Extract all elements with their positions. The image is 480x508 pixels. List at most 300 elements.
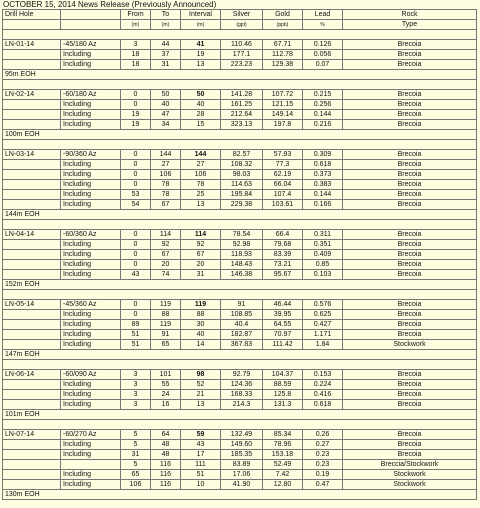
cell-lead: 0.23 xyxy=(303,460,343,470)
cell-azimuth: Including xyxy=(61,340,121,350)
cell-interval: 59 xyxy=(181,430,221,440)
spacer-cell xyxy=(3,220,477,230)
cell-rock-type: Brecoia xyxy=(343,400,477,410)
cell-lead: 0.07 xyxy=(303,60,343,70)
cell-drill-hole xyxy=(3,170,61,180)
cell-azimuth: Including xyxy=(61,110,121,120)
cell-to: 44 xyxy=(151,40,181,50)
cell-interval: 40 xyxy=(181,100,221,110)
cell-silver: 182.87 xyxy=(221,330,263,340)
spacer-cell xyxy=(3,290,477,300)
cell-rock-type: Brecoia xyxy=(343,150,477,160)
cell-silver: 40.4 xyxy=(221,320,263,330)
cell-lead: 0.309 xyxy=(303,150,343,160)
spacer-row xyxy=(3,220,477,230)
cell-interval: 13 xyxy=(181,60,221,70)
table-row xyxy=(3,40,477,50)
end-of-hole-label: 101m EOH xyxy=(3,410,477,420)
cell-rock-type: Breccia/Stockwork xyxy=(343,460,477,470)
cell-drill-hole xyxy=(3,440,61,450)
table-row xyxy=(3,250,477,260)
cell-lead: 0.373 xyxy=(303,170,343,180)
cell-gold: 104.37 xyxy=(263,370,303,380)
cell-rock-type: Brecoia xyxy=(343,270,477,280)
cell-to: 106 xyxy=(151,170,181,180)
cell-interval: 17 xyxy=(181,450,221,460)
cell-drill-hole xyxy=(3,380,61,390)
cell-drill-hole xyxy=(3,470,61,480)
table-row xyxy=(3,230,477,240)
cell-drill-hole: LN-06-14 xyxy=(3,370,61,380)
cell-drill-hole: LN-01-14 xyxy=(3,40,61,50)
cell-drill-hole xyxy=(3,60,61,70)
cell-rock-type: Brecoia xyxy=(343,120,477,130)
header-to: To xyxy=(151,10,181,20)
cell-from: 5 xyxy=(121,460,151,470)
header-drill-hole: Drill Hole xyxy=(3,10,61,20)
cell-azimuth: Including xyxy=(61,380,121,390)
cell-silver: 146.38 xyxy=(221,270,263,280)
cell-silver: 367.83 xyxy=(221,340,263,350)
header-azimuth xyxy=(61,10,121,20)
cell-azimuth: -60/360 Az xyxy=(61,230,121,240)
cell-from: 5 xyxy=(121,440,151,450)
cell-to: 48 xyxy=(151,440,181,450)
cell-lead: 0.576 xyxy=(303,300,343,310)
table-row xyxy=(3,400,477,410)
cell-lead: 0.224 xyxy=(303,380,343,390)
cell-gold: 83.39 xyxy=(263,250,303,260)
cell-azimuth: -60/270 Az xyxy=(61,430,121,440)
cell-rock-type: Brecoia xyxy=(343,430,477,440)
spacer-row xyxy=(3,420,477,430)
table-row xyxy=(3,260,477,270)
table-row xyxy=(3,430,477,440)
cell-silver: 108.85 xyxy=(221,310,263,320)
cell-gold: 121.15 xyxy=(263,100,303,110)
end-of-hole-label: 95m EOH xyxy=(3,70,477,80)
table-row xyxy=(3,100,477,110)
cell-silver: 83.89 xyxy=(221,460,263,470)
cell-gold: 52.49 xyxy=(263,460,303,470)
cell-lead: 0.216 xyxy=(303,120,343,130)
cell-from: 5 xyxy=(121,430,151,440)
cell-rock-type: Brecoia xyxy=(343,160,477,170)
cell-rock-type: Brecoia xyxy=(343,230,477,240)
cell-lead: 0.416 xyxy=(303,390,343,400)
cell-interval: 106 xyxy=(181,170,221,180)
cell-to: 67 xyxy=(151,200,181,210)
cell-to: 91 xyxy=(151,330,181,340)
cell-from: 0 xyxy=(121,160,151,170)
cell-gold: 12.80 xyxy=(263,480,303,490)
cell-silver: 92.79 xyxy=(221,370,263,380)
cell-azimuth: Including xyxy=(61,310,121,320)
cell-interval: 92 xyxy=(181,240,221,250)
cell-to: 40 xyxy=(151,100,181,110)
cell-rock-type: Brecoia xyxy=(343,320,477,330)
cell-rock-type: Brecoia xyxy=(343,370,477,380)
cell-azimuth: Including xyxy=(61,120,121,130)
eoh-row xyxy=(3,350,477,360)
cell-to: 88 xyxy=(151,310,181,320)
cell-silver: 91 xyxy=(221,300,263,310)
cell-lead: 0.625 xyxy=(303,310,343,320)
header-unit-gold: (ppb) xyxy=(263,20,303,30)
cell-interval: 114 xyxy=(181,230,221,240)
cell-gold: 39.95 xyxy=(263,310,303,320)
cell-lead: 0.383 xyxy=(303,180,343,190)
cell-gold: 62.19 xyxy=(263,170,303,180)
table-row xyxy=(3,150,477,160)
cell-azimuth: -90/360 Az xyxy=(61,150,121,160)
cell-rock-type: Brecoia xyxy=(343,240,477,250)
cell-drill-hole: LN-03-14 xyxy=(3,150,61,160)
cell-gold: 7.42 xyxy=(263,470,303,480)
cell-interval: 21 xyxy=(181,390,221,400)
cell-from: 31 xyxy=(121,450,151,460)
table-row xyxy=(3,340,477,350)
cell-azimuth: Including xyxy=(61,200,121,210)
cell-interval: 41 xyxy=(181,40,221,50)
cell-interval: 52 xyxy=(181,380,221,390)
cell-azimuth: Including xyxy=(61,390,121,400)
cell-interval: 51 xyxy=(181,470,221,480)
cell-from: 89 xyxy=(121,320,151,330)
cell-to: 34 xyxy=(151,120,181,130)
table-row xyxy=(3,200,477,210)
eoh-row xyxy=(3,280,477,290)
cell-drill-hole xyxy=(3,460,61,470)
cell-interval: 14 xyxy=(181,340,221,350)
table-row xyxy=(3,450,477,460)
table-row xyxy=(3,460,477,470)
end-of-hole-label: 152m EOH xyxy=(3,280,477,290)
cell-drill-hole xyxy=(3,200,61,210)
cell-interval: 25 xyxy=(181,190,221,200)
cell-azimuth xyxy=(61,460,121,470)
cell-drill-hole xyxy=(3,110,61,120)
cell-drill-hole xyxy=(3,340,61,350)
cell-interval: 20 xyxy=(181,260,221,270)
table-row xyxy=(3,390,477,400)
table-row xyxy=(3,330,477,340)
cell-lead: 0.215 xyxy=(303,90,343,100)
cell-rock-type: Brecoia xyxy=(343,380,477,390)
cell-azimuth: Including xyxy=(61,330,121,340)
eoh-row xyxy=(3,70,477,80)
cell-to: 67 xyxy=(151,250,181,260)
cell-interval: 19 xyxy=(181,50,221,60)
cell-from: 18 xyxy=(121,50,151,60)
cell-gold: 77.3 xyxy=(263,160,303,170)
cell-to: 20 xyxy=(151,260,181,270)
cell-lead: 0.26 xyxy=(303,430,343,440)
table-row xyxy=(3,60,477,70)
eoh-row xyxy=(3,210,477,220)
cell-gold: 131.3 xyxy=(263,400,303,410)
cell-silver: 148.43 xyxy=(221,260,263,270)
cell-azimuth: Including xyxy=(61,100,121,110)
end-of-hole-label: 100m EOH xyxy=(3,130,477,140)
cell-lead: 0.144 xyxy=(303,190,343,200)
cell-drill-hole xyxy=(3,100,61,110)
cell-interval: 98 xyxy=(181,370,221,380)
cell-rock-type: Brecoia xyxy=(343,440,477,450)
cell-from: 53 xyxy=(121,190,151,200)
cell-interval: 15 xyxy=(181,120,221,130)
cell-drill-hole: LN-05-14 xyxy=(3,300,61,310)
cell-rock-type: Brecoia xyxy=(343,40,477,50)
header-unit-blank xyxy=(61,20,121,30)
cell-rock-type: Brecoia xyxy=(343,170,477,180)
cell-to: 78 xyxy=(151,180,181,190)
eoh-row xyxy=(3,410,477,420)
cell-to: 74 xyxy=(151,270,181,280)
cell-silver: 124.36 xyxy=(221,380,263,390)
cell-rock-type: Brecoia xyxy=(343,200,477,210)
cell-lead: 0.103 xyxy=(303,270,343,280)
cell-to: 65 xyxy=(151,340,181,350)
spacer-row xyxy=(3,80,477,90)
cell-drill-hole xyxy=(3,320,61,330)
cell-silver: 161.25 xyxy=(221,100,263,110)
table-row xyxy=(3,480,477,490)
cell-drill-hole xyxy=(3,400,61,410)
cell-azimuth: Including xyxy=(61,440,121,450)
cell-interval: 10 xyxy=(181,480,221,490)
cell-gold: 95.67 xyxy=(263,270,303,280)
header-unit-lead: % xyxy=(303,20,343,30)
cell-from: 0 xyxy=(121,90,151,100)
cell-lead: 0.311 xyxy=(303,230,343,240)
header-silver: Silver xyxy=(221,10,263,20)
cell-azimuth: Including xyxy=(61,190,121,200)
page-title: OCTOBER 15, 2014 News Release (Previously Announced) xyxy=(0,0,480,9)
cell-lead: 0.351 xyxy=(303,240,343,250)
cell-from: 0 xyxy=(121,240,151,250)
cell-from: 0 xyxy=(121,170,151,180)
cell-interval: 78 xyxy=(181,180,221,190)
cell-interval: 31 xyxy=(181,270,221,280)
cell-from: 3 xyxy=(121,40,151,50)
cell-to: 116 xyxy=(151,470,181,480)
cell-silver: 41.90 xyxy=(221,480,263,490)
cell-azimuth: Including xyxy=(61,320,121,330)
cell-rock-type: Brecoia xyxy=(343,310,477,320)
cell-rock-type: Brecoia xyxy=(343,190,477,200)
cell-lead: 0.256 xyxy=(303,100,343,110)
spacer-cell xyxy=(3,30,477,40)
header-unit-from: (m) xyxy=(121,20,151,30)
cell-drill-hole xyxy=(3,250,61,260)
cell-from: 0 xyxy=(121,300,151,310)
cell-lead: 0.166 xyxy=(303,200,343,210)
cell-lead: 0.409 xyxy=(303,250,343,260)
cell-gold: 66.04 xyxy=(263,180,303,190)
header-unit-silver: (gpt) xyxy=(221,20,263,30)
cell-to: 119 xyxy=(151,320,181,330)
cell-drill-hole xyxy=(3,190,61,200)
table-row xyxy=(3,320,477,330)
cell-lead: 0.144 xyxy=(303,110,343,120)
cell-from: 0 xyxy=(121,180,151,190)
cell-rock-type: Brecoia xyxy=(343,390,477,400)
cell-interval: 43 xyxy=(181,440,221,450)
header-row xyxy=(3,10,477,20)
cell-to: 114 xyxy=(151,230,181,240)
header-rock-type: Type xyxy=(343,20,477,30)
cell-silver: 92.98 xyxy=(221,240,263,250)
cell-gold: 67.71 xyxy=(263,40,303,50)
cell-silver: 214.3 xyxy=(221,400,263,410)
cell-drill-hole xyxy=(3,180,61,190)
cell-from: 43 xyxy=(121,270,151,280)
table-row xyxy=(3,90,477,100)
header-unit-row xyxy=(3,20,477,30)
table-row xyxy=(3,300,477,310)
cell-gold: 129.38 xyxy=(263,60,303,70)
cell-to: 78 xyxy=(151,190,181,200)
spacer-row xyxy=(3,290,477,300)
cell-gold: 70.97 xyxy=(263,330,303,340)
cell-azimuth: Including xyxy=(61,240,121,250)
cell-azimuth: Including xyxy=(61,400,121,410)
header-unit-to: (m) xyxy=(151,20,181,30)
cell-gold: 78.96 xyxy=(263,440,303,450)
cell-silver: 223.23 xyxy=(221,60,263,70)
drill-results-table xyxy=(2,9,477,500)
cell-to: 92 xyxy=(151,240,181,250)
cell-azimuth: Including xyxy=(61,450,121,460)
cell-rock-type: Stockwork xyxy=(343,340,477,350)
cell-lead: 0.23 xyxy=(303,450,343,460)
table-row xyxy=(3,380,477,390)
cell-silver: 118.93 xyxy=(221,250,263,260)
cell-gold: 57.93 xyxy=(263,150,303,160)
cell-gold: 85.34 xyxy=(263,430,303,440)
header-unit-blank xyxy=(3,20,61,30)
spacer-row xyxy=(3,30,477,40)
cell-from: 106 xyxy=(121,480,151,490)
table-row xyxy=(3,470,477,480)
cell-azimuth: Including xyxy=(61,250,121,260)
cell-to: 119 xyxy=(151,300,181,310)
table-row xyxy=(3,240,477,250)
end-of-hole-label: 144m EOH xyxy=(3,210,477,220)
cell-silver: 132.49 xyxy=(221,430,263,440)
cell-interval: 88 xyxy=(181,310,221,320)
spacer-row xyxy=(3,360,477,370)
cell-to: 37 xyxy=(151,50,181,60)
cell-silver: 195.84 xyxy=(221,190,263,200)
cell-to: 64 xyxy=(151,430,181,440)
cell-to: 55 xyxy=(151,380,181,390)
cell-gold: 73.21 xyxy=(263,260,303,270)
cell-rock-type: Brecoia xyxy=(343,180,477,190)
cell-drill-hole xyxy=(3,310,61,320)
cell-azimuth: Including xyxy=(61,260,121,270)
cell-drill-hole xyxy=(3,50,61,60)
cell-azimuth: Including xyxy=(61,180,121,190)
cell-lead: 1.171 xyxy=(303,330,343,340)
cell-rock-type: Stockwork xyxy=(343,480,477,490)
cell-drill-hole xyxy=(3,120,61,130)
cell-rock-type: Brecoia xyxy=(343,300,477,310)
header-lead: Lead xyxy=(303,10,343,20)
cell-to: 24 xyxy=(151,390,181,400)
cell-lead: 0.056 xyxy=(303,50,343,60)
cell-from: 3 xyxy=(121,380,151,390)
header-unit-interval: (m) xyxy=(181,20,221,30)
cell-azimuth: Including xyxy=(61,50,121,60)
cell-rock-type: Brecoia xyxy=(343,110,477,120)
table-row xyxy=(3,180,477,190)
cell-to: 101 xyxy=(151,370,181,380)
cell-lead: 0.427 xyxy=(303,320,343,330)
cell-to: 31 xyxy=(151,60,181,70)
cell-lead: 0.85 xyxy=(303,260,343,270)
cell-azimuth: -45/180 Az xyxy=(61,40,121,50)
cell-gold: 66.4 xyxy=(263,230,303,240)
cell-interval: 111 xyxy=(181,460,221,470)
drill-results-body xyxy=(3,10,477,500)
cell-gold: 88.59 xyxy=(263,380,303,390)
cell-from: 0 xyxy=(121,100,151,110)
cell-from: 3 xyxy=(121,400,151,410)
cell-drill-hole: LN-07-14 xyxy=(3,430,61,440)
cell-gold: 111.42 xyxy=(263,340,303,350)
cell-silver: 98.03 xyxy=(221,170,263,180)
cell-azimuth: Including xyxy=(61,270,121,280)
table-row xyxy=(3,370,477,380)
table-row xyxy=(3,160,477,170)
cell-drill-hole xyxy=(3,240,61,250)
cell-from: 0 xyxy=(121,230,151,240)
table-row xyxy=(3,110,477,120)
cell-azimuth: Including xyxy=(61,160,121,170)
cell-from: 19 xyxy=(121,120,151,130)
spacer-row xyxy=(3,140,477,150)
cell-interval: 13 xyxy=(181,200,221,210)
cell-gold: 46.44 xyxy=(263,300,303,310)
cell-interval: 40 xyxy=(181,330,221,340)
cell-interval: 30 xyxy=(181,320,221,330)
cell-rock-type: Brecoia xyxy=(343,50,477,60)
cell-interval: 67 xyxy=(181,250,221,260)
cell-rock-type: Brecoia xyxy=(343,60,477,70)
cell-lead: 0.126 xyxy=(303,40,343,50)
cell-lead: 0.153 xyxy=(303,370,343,380)
cell-rock-type: Brecoia xyxy=(343,100,477,110)
cell-interval: 13 xyxy=(181,400,221,410)
cell-drill-hole xyxy=(3,390,61,400)
cell-to: 27 xyxy=(151,160,181,170)
cell-gold: 125.8 xyxy=(263,390,303,400)
cell-from: 3 xyxy=(121,390,151,400)
spacer-cell xyxy=(3,80,477,90)
cell-rock-type: Brecoia xyxy=(343,90,477,100)
cell-rock-type: Stockwork xyxy=(343,470,477,480)
cell-drill-hole xyxy=(3,480,61,490)
cell-to: 116 xyxy=(151,460,181,470)
cell-interval: 50 xyxy=(181,90,221,100)
eoh-row xyxy=(3,130,477,140)
cell-interval: 27 xyxy=(181,160,221,170)
cell-interval: 28 xyxy=(181,110,221,120)
cell-silver: 149.60 xyxy=(221,440,263,450)
cell-lead: 0.618 xyxy=(303,160,343,170)
